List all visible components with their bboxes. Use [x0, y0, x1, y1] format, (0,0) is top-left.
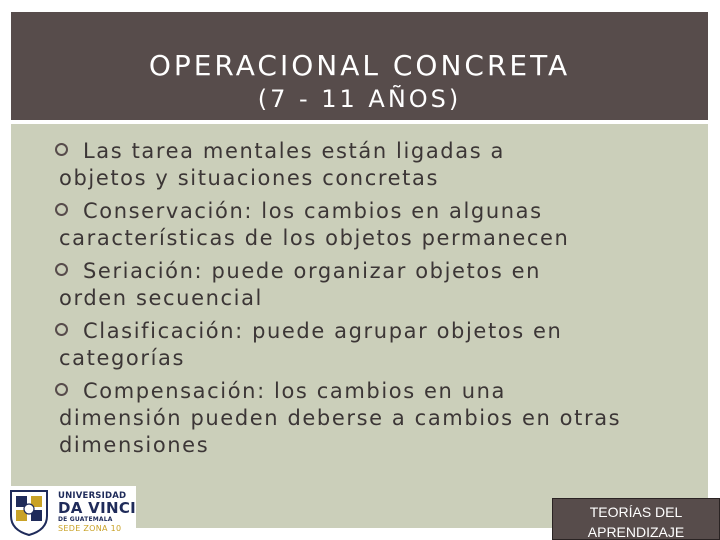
title-bar [11, 12, 708, 120]
university-logo [6, 486, 136, 536]
bullet-text: Clasificación: puede agrupar objetos en [83, 319, 563, 343]
bullet-item [59, 198, 691, 252]
bullet-text-continued: objetos y situaciones concretas [59, 166, 439, 190]
bullet-text-continued: orden secuencial [59, 286, 263, 310]
bullet-text-continued: características de los objetos permanecen [59, 226, 570, 250]
bullet-item [59, 138, 691, 192]
bullet-text-continued: dimensión pueden deberse a cambios en otras dimensiones [59, 406, 622, 457]
bullet-text-continued: categorías [59, 346, 186, 370]
logo-line-1: UNIVERSIDAD [58, 491, 127, 501]
bullet-item [59, 318, 691, 372]
slide-title: OPERACIONAL CONCRETA [148, 49, 571, 82]
circle-bullet-icon [55, 383, 68, 396]
circle-bullet-icon [55, 203, 68, 216]
slide-subtitle: (7 - 11 AÑOS) [257, 85, 462, 113]
bullet-item [59, 258, 691, 312]
circle-bullet-icon [55, 323, 68, 336]
content-panel [11, 124, 708, 528]
bullet-text: Las tarea mentales están ligadas a [83, 139, 505, 163]
university-name [58, 491, 138, 534]
bullet-item [59, 378, 691, 459]
bullet-text: Seriación: puede organizar objetos en [83, 259, 542, 283]
logo-line-4: SEDE ZONA 10 [58, 524, 122, 533]
circle-bullet-icon [55, 263, 68, 276]
bullet-text: Compensación: los cambios en una [83, 379, 507, 403]
logo-line-3: DE GUATEMALA [58, 516, 113, 523]
circle-bullet-icon [55, 143, 68, 156]
footer-label: TEORÍAS DEL APRENDIZAJE [552, 498, 720, 540]
bullet-text: Conservación: los cambios en algunas [83, 199, 543, 223]
logo-line-2: DA VINCI [58, 499, 137, 517]
crest-icon [8, 488, 50, 536]
bullet-list [59, 138, 691, 465]
